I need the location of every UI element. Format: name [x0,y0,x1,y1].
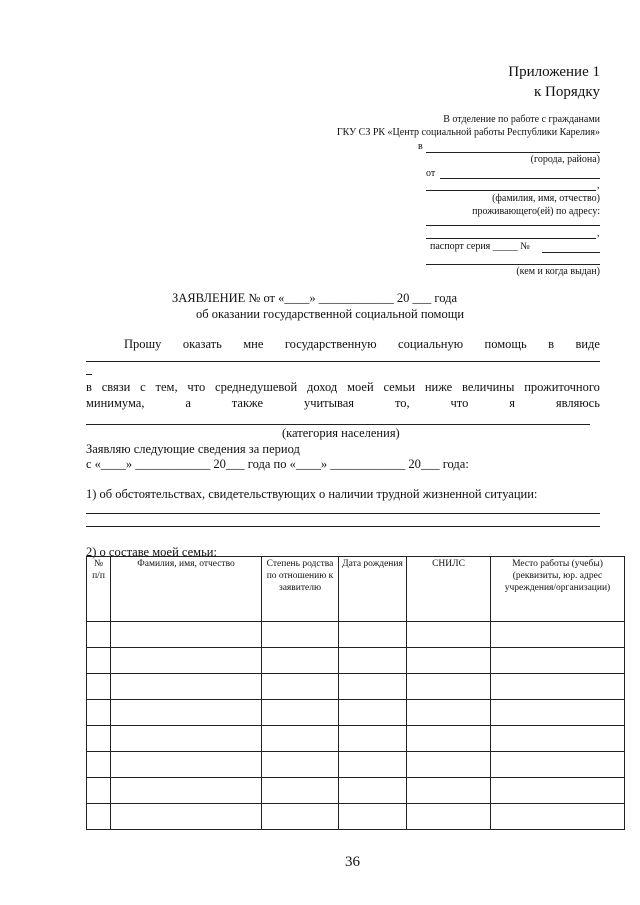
addressee-line-2: ГКУ СЗ РК «Центр социальной работы Республики Карелия» [336,127,600,138]
table-row [87,674,625,700]
applicant-name-line-1 [440,178,600,179]
reason-word: ниже [424,380,453,394]
table-cell[interactable] [111,804,262,830]
minimum-word: минимума, [86,396,145,410]
minimum-word: учитывая [303,396,355,410]
request-word: социальную [398,337,464,351]
table-cell[interactable] [491,648,625,674]
table-cell[interactable] [111,700,262,726]
table-cell[interactable] [339,752,407,778]
table-cell[interactable] [111,778,262,804]
applicant-name-line-2 [426,190,596,191]
item-1-line-2 [86,526,600,527]
table-cell[interactable] [407,726,491,752]
item-1-text: 1) об обстоятельствах, свидетельствующих о наличии трудной жизненной ситуации: [86,487,538,501]
table-cell[interactable] [111,674,262,700]
column-header-birth-date: Дата рождения [339,557,407,622]
table-cell[interactable] [339,648,407,674]
table-cell[interactable] [491,778,625,804]
table-cell[interactable] [87,622,111,648]
reason-word: тем, [155,380,178,394]
addressee-comma: , [597,180,600,191]
addressee-comma-2: , [597,228,600,239]
reason-line [86,380,600,395]
table-cell[interactable] [339,804,407,830]
table-row [87,700,625,726]
table-cell[interactable] [407,648,491,674]
reason-word: среднедушевой [215,380,298,394]
address-line-1 [426,225,600,226]
request-word: виде [575,337,600,351]
passport-number-line [542,252,600,253]
fio-caption: (фамилия, имя, отчество) [492,193,600,204]
addressee-line-1: В отделение по работе с гражданами [443,114,600,125]
column-header-number: № п/п [87,557,111,622]
table-cell[interactable] [339,622,407,648]
table-header-row [87,557,625,622]
period-text: с «____» ____________ 20___ года по «____» ____________ 20___ года: [86,457,469,471]
table-cell[interactable] [407,674,491,700]
city-caption: (города, района) [530,154,600,165]
reason-word: моей [347,380,374,394]
issued-caption: (кем и когда выдан) [516,266,600,277]
appendix-line-1: Приложение 1 [508,64,600,80]
passport-label: паспорт серия _____ № [430,241,530,252]
table-cell[interactable] [87,804,111,830]
table-row [87,804,625,830]
table-cell[interactable] [339,778,407,804]
address-line-2 [426,238,596,239]
table-cell[interactable] [262,726,339,752]
table-row [87,648,625,674]
table-cell[interactable] [491,622,625,648]
table-cell[interactable] [262,674,339,700]
table-cell[interactable] [407,752,491,778]
request-line [124,337,600,352]
request-fill-line-2 [86,374,92,375]
item-1-line-1 [86,513,600,514]
table-cell[interactable] [262,700,339,726]
request-word: оказать [182,337,222,351]
request-word: мне [243,337,264,351]
reason-word: связи [101,380,131,394]
page-number: 36 [345,854,360,870]
reason-word: семьи [383,380,416,394]
table-cell[interactable] [339,674,407,700]
reason-word: с [140,380,146,394]
table-cell[interactable] [491,726,625,752]
table-cell[interactable] [339,700,407,726]
minimum-word: что [450,396,469,410]
minimum-word: то, [394,396,410,410]
addressee-from-label: от [426,168,436,179]
request-word: Прошу [124,337,162,351]
minimum-line [86,396,600,411]
table-cell[interactable] [491,700,625,726]
table-cell[interactable] [262,804,339,830]
table-cell[interactable] [111,648,262,674]
table-cell[interactable] [111,622,262,648]
request-word: в [548,337,555,351]
table-cell[interactable] [87,700,111,726]
reason-word: величины [462,380,515,394]
table-row [87,726,625,752]
category-line [86,424,590,425]
table-cell[interactable] [407,778,491,804]
reason-word: что [187,380,206,394]
appendix-line-2: к Порядку [534,84,600,100]
reason-word: прожиточного [524,380,600,394]
residing-caption: проживающего(ей) по адресу: [472,206,600,217]
table-cell[interactable] [407,700,491,726]
table-cell[interactable] [262,648,339,674]
table-cell[interactable] [111,726,262,752]
category-caption: (категория населения) [282,426,400,440]
table-cell[interactable] [87,726,111,752]
minimum-word: я [509,396,515,410]
table-cell[interactable] [407,622,491,648]
column-header-name: Фамилия, имя, отчество [111,557,262,622]
table-cell[interactable] [491,804,625,830]
table-row [87,752,625,778]
minimum-word: являюсь [555,396,600,410]
table-cell[interactable] [407,804,491,830]
minimum-word: а [185,396,191,410]
column-header-relation: Степень родства по отношению к заявителю [262,557,339,622]
table-cell[interactable] [87,752,111,778]
table-row [87,778,625,804]
table-cell[interactable] [111,752,262,778]
family-table [86,556,625,830]
table-cell[interactable] [87,674,111,700]
table-cell[interactable] [262,778,339,804]
passport-issued-line [426,264,600,265]
minimum-word: также [231,396,264,410]
request-word: государственную [284,337,377,351]
table-cell[interactable] [87,648,111,674]
table-cell[interactable] [491,674,625,700]
reason-word: в [86,380,92,394]
table-row [87,622,625,648]
reason-word: доход [306,380,338,394]
column-header-workplace: Место работы (учебы)(реквизиты, юр. адрес учреждения/организации) [491,557,625,622]
table-cell[interactable] [491,752,625,778]
addressee-in-label: в [418,141,423,152]
table-cell[interactable] [87,778,111,804]
request-fill-line [86,361,600,362]
statement-subtitle: об оказании государственной социальной помощи [196,307,465,321]
request-word: помощь [484,337,527,351]
table-cell[interactable] [262,622,339,648]
table-cell[interactable] [262,752,339,778]
table-cell[interactable] [339,726,407,752]
declare-text: Заявляю следующие сведения за период [86,442,300,456]
statement-title: ЗАЯВЛЕНИЕ № от «____» ____________ 20 ___ года [172,291,458,305]
addressee-department-line [426,152,600,153]
column-header-snils: СНИЛС [407,557,491,622]
item-2-text: 2) о составе моей семьи: [86,545,217,559]
